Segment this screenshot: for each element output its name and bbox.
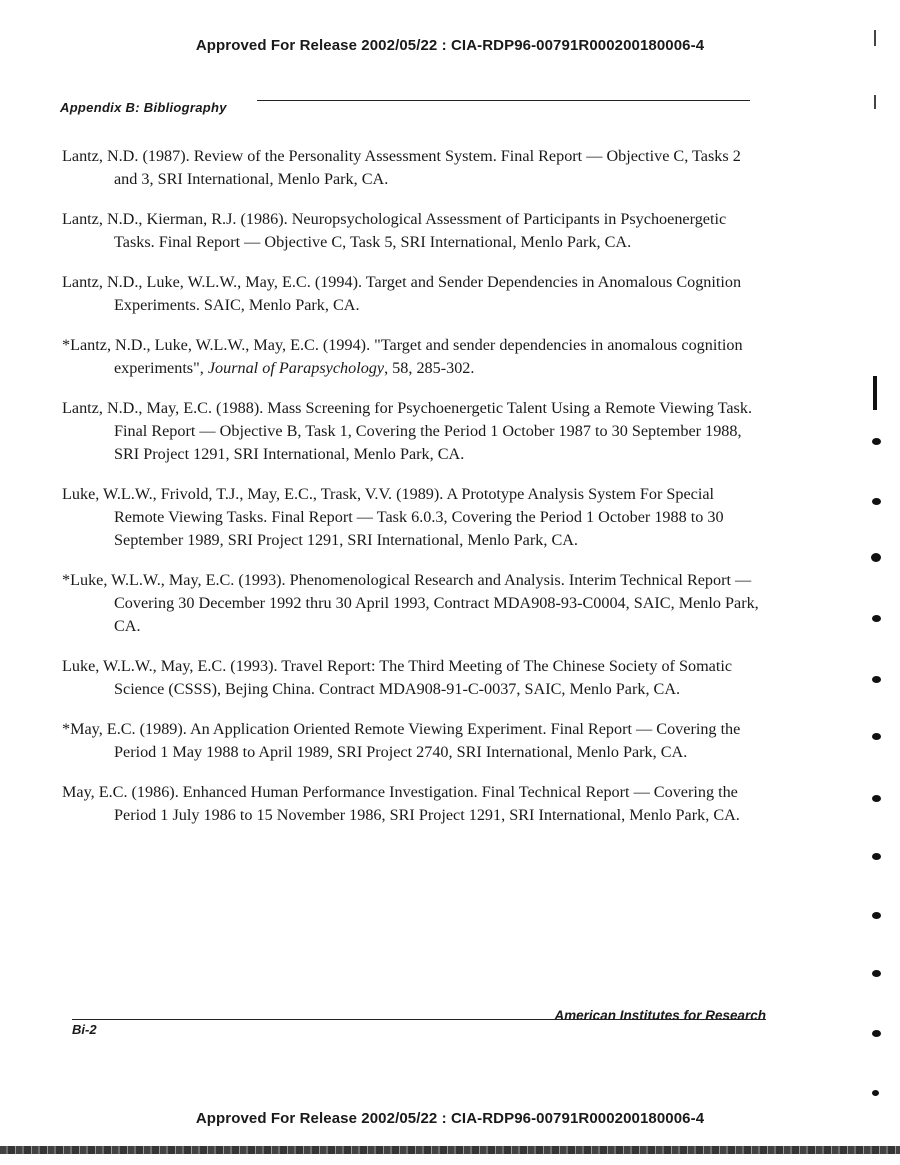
punch-hole-mark <box>872 1090 879 1096</box>
section-label: Appendix B: Bibliography <box>60 100 227 115</box>
section-header <box>60 100 750 120</box>
punch-hole-mark <box>871 553 881 562</box>
bibliography-entry: Luke, W.L.W., May, E.C. (1993). Travel Report: The Third Meeting of The Chinese Society of Somatic Science (CSSS), Bejing China. Contract MDA908-91-C-0037, SAIC, Menlo Park, CA. <box>62 657 733 698</box>
journal-title: Journal of Parapsychology <box>207 359 385 377</box>
footer-rule <box>72 1019 766 1020</box>
punch-hole-mark <box>872 912 881 919</box>
section-rule <box>257 100 750 101</box>
bibliography-entry: Lantz, N.D., Luke, W.L.W., May, E.C. (1994). Target and Sender Dependencies in Anomalous Cognition Experiments. SAIC, Menlo Park, CA. <box>62 273 742 314</box>
punch-hole-mark <box>872 853 881 860</box>
entry-text: , 58, 285-302. <box>384 359 475 377</box>
punch-hole-mark <box>872 733 881 740</box>
entry-text: *Lantz, N.D., Luke, W.L.W., May, E.C. (1994). "Target and sender dependencies in anomalous cognition experiments", <box>62 336 743 377</box>
punch-hole-mark <box>872 1030 881 1037</box>
punch-hole-mark <box>872 676 881 683</box>
bibliography-entry: Lantz, N.D., May, E.C. (1988). Mass Screening for Psychoenergetic Talent Using a Remote Viewing Task. Final Report — Objective B, Task 1, Covering the Period 1 October 1987 to 30 September 1988, SRI Project 1291, SRI International, Menlo Park, CA. <box>62 399 752 463</box>
bibliography-entry: Luke, W.L.W., Frivold, T.J., May, E.C., Trask, V.V. (1989). A Prototype Analysis System For Special Remote Viewing Tasks. Final Report — Task 6.0.3, Covering the Period 1 October 1988 to 30 September 1989, SRI Project 1291, SRI International, Menlo Park, CA. <box>62 485 724 549</box>
scan-edge-artifact <box>0 1146 900 1154</box>
punch-hole-mark <box>872 795 881 802</box>
footer-organization: American Institutes for Research <box>554 1008 766 1023</box>
bibliography-entry: *May, E.C. (1989). An Application Oriented Remote Viewing Experiment. Final Report — Covering the Period 1 May 1988 to April 1989, SRI Project 2740, SRI International, Menlo Park, CA. <box>62 720 741 761</box>
punch-hole-mark <box>872 438 881 445</box>
punch-hole-mark <box>872 970 881 977</box>
bibliography-entry: *Luke, W.L.W., May, E.C. (1993). Phenomenological Research and Analysis. Interim Technical Report — Covering 30 December 1992 thru 30 April 1993, Contract MDA908-93-C0004, SAIC, Menlo Park, CA. <box>62 571 759 635</box>
scan-speck <box>874 95 876 109</box>
release-stamp-bottom: Approved For Release 2002/05/22 : CIA-RDP96-00791R000200180006-4 <box>195 1110 705 1127</box>
bibliography-entry: Lantz, N.D., Kierman, R.J. (1986). Neuropsychological Assessment of Participants in Psychoenergetic Tasks. Final Report — Objective C, Task 5, SRI International, Menlo Park, CA. <box>62 210 727 251</box>
bibliography-entry <box>62 334 762 380</box>
bibliography-entry: May, E.C. (1986). Enhanced Human Performance Investigation. Final Technical Report — Covering the Period 1 July 1986 to 15 November 1986, SRI Project 1291, SRI International, Menlo Park, CA. <box>62 783 740 824</box>
bibliography-entry: Lantz, N.D. (1987). Review of the Personality Assessment System. Final Report — Objective C, Tasks 2 and 3, SRI International, Menlo Park, CA. <box>62 147 741 188</box>
scan-speck <box>873 376 877 410</box>
release-stamp-top: Approved For Release 2002/05/22 : CIA-RDP96-00791R000200180006-4 <box>195 37 705 54</box>
punch-hole-mark <box>872 498 881 505</box>
bibliography-list <box>62 145 762 844</box>
scan-speck <box>874 30 876 46</box>
page-number: Bi-2 <box>72 1022 97 1037</box>
punch-hole-mark <box>872 615 881 622</box>
